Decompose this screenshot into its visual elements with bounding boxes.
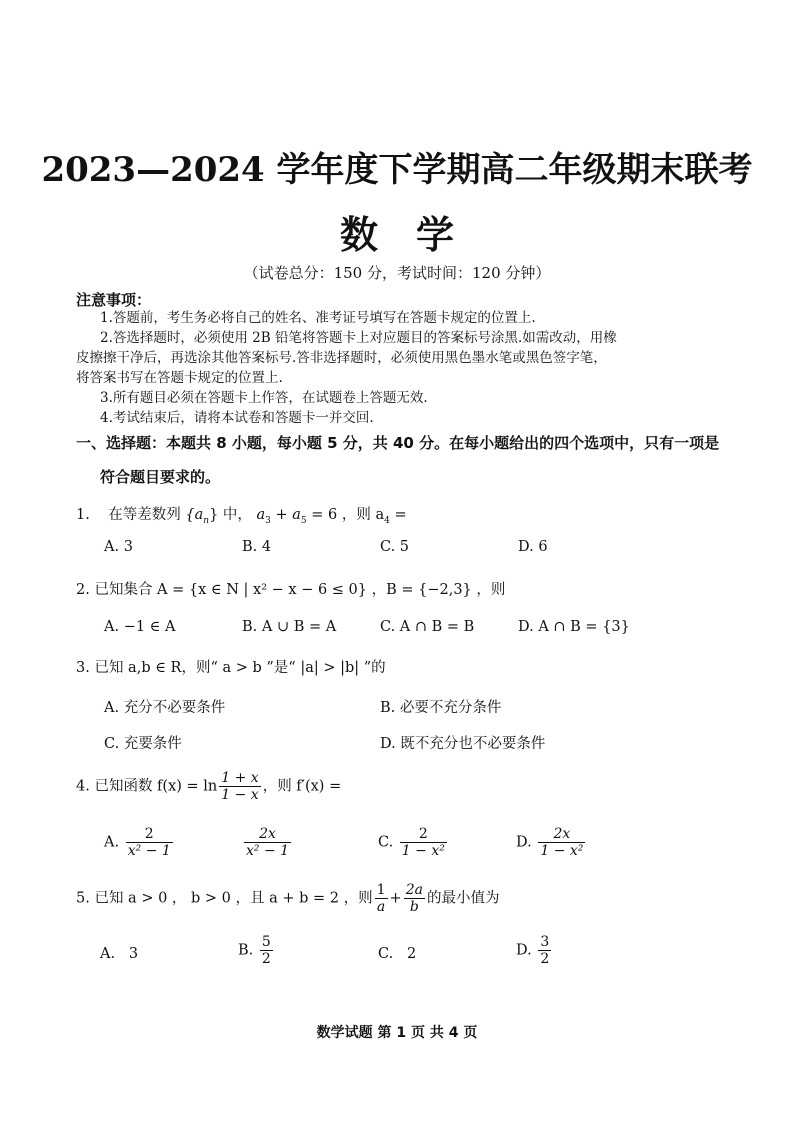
- question-5: [76, 882, 499, 915]
- fraction: [538, 934, 551, 967]
- option-c: [378, 826, 449, 859]
- math-sub: 5: [300, 515, 307, 526]
- subject-title: 数学: [339, 212, 492, 257]
- fraction-numerator: 2a: [405, 882, 423, 898]
- option-value: 3: [128, 946, 139, 962]
- option-label: D.: [516, 942, 532, 959]
- notice-item: 3.所有题目必须在答题卡上作答，在试题卷上答题无效.: [100, 390, 428, 406]
- option-b: B. A ∪ B = A: [242, 619, 337, 635]
- option-value: 2: [407, 946, 417, 962]
- option-label: D.: [516, 834, 532, 851]
- fraction-numerator: 5: [261, 934, 271, 950]
- fraction: [538, 826, 585, 859]
- notice-item: 皮擦擦干净后，再选涂其他答案标号.答非选择题时，必须使用黑色墨水笔或黑色签字笔，: [76, 350, 607, 366]
- option-c: C. 充要条件: [104, 736, 182, 752]
- question-stem: 已知集合 A = {x ∈ N | x² − x − 6 ≤ 0} ，B = {−2,3} ，则: [94, 582, 506, 598]
- fraction-numerator: 2x: [244, 826, 291, 843]
- fraction: [260, 934, 273, 967]
- question-stem-end: 的最小值为: [426, 890, 500, 907]
- fraction-numerator: 3: [540, 934, 550, 950]
- exam-title: 2023—2024 学年度下学期高二年级期末联考: [41, 150, 753, 190]
- option-label: A.: [104, 834, 120, 851]
- math-a: a: [256, 507, 266, 523]
- fraction: [126, 826, 173, 859]
- notice-item: 4.考试结束后，请将本试卷和答题卡一并交回.: [100, 410, 374, 426]
- fraction-denominator: b: [409, 899, 419, 915]
- math-text: =: [389, 507, 407, 523]
- question-number: 1.: [76, 507, 90, 523]
- question-number: 4.: [76, 778, 90, 795]
- option-b: B. 必要不充分条件: [380, 700, 502, 716]
- fraction-denominator: x² − 1: [246, 843, 290, 859]
- math-text: = 6 ，则 a: [306, 507, 385, 523]
- question-number: 2.: [76, 582, 90, 598]
- math-sub: n: [203, 515, 210, 526]
- option-a: [104, 826, 175, 859]
- math-text: } 中，: [209, 507, 252, 523]
- fraction: [375, 882, 388, 915]
- option-c: C. 5: [380, 539, 410, 555]
- notice-item: 将答案书写在答题卡规定的位置上.: [76, 370, 283, 386]
- fraction: [219, 770, 260, 803]
- fraction-denominator: a: [376, 899, 386, 915]
- option-a: A. −1 ∈ A: [104, 619, 176, 635]
- option-a: A. 3: [104, 539, 133, 555]
- fraction: [404, 882, 425, 915]
- question-stem-end: ，则 f′(x) =: [262, 778, 342, 795]
- question-4: [76, 770, 341, 803]
- fraction-numerator: 1 + x: [221, 770, 259, 786]
- question-stem: 已知函数 f(x) = ln: [94, 778, 218, 795]
- option-label: C.: [378, 946, 394, 962]
- math-seq: {a: [185, 507, 204, 523]
- fraction-denominator: 2: [261, 951, 271, 967]
- option-c: [378, 946, 416, 962]
- fraction-denominator: x² − 1: [127, 843, 171, 859]
- fraction: [244, 826, 291, 859]
- question-stem: 已知 a,b ∈ R，则“ a > b ”是“ |a| > |b| ”的: [94, 660, 386, 676]
- question-stem: 在等差数列: [108, 507, 181, 523]
- math-plus: +: [389, 890, 402, 907]
- option-label: B.: [238, 942, 254, 959]
- fraction-numerator: 1: [376, 882, 386, 898]
- option-b: [242, 826, 293, 859]
- question-3: [76, 656, 386, 677]
- question-1: [76, 503, 407, 526]
- question-number: 5.: [76, 890, 90, 907]
- fraction: [400, 826, 447, 859]
- section-heading-cont: 符合题目要求的。: [100, 468, 221, 486]
- option-b: [238, 934, 275, 967]
- fraction-denominator: 2: [540, 951, 550, 967]
- notice-title: 注意事项：: [76, 291, 152, 309]
- option-label: A.: [100, 946, 116, 962]
- fraction-numerator: 2x: [538, 826, 585, 843]
- fraction-numerator: 2: [126, 826, 173, 843]
- math-sub: 3: [265, 515, 271, 526]
- option-a: [100, 946, 138, 962]
- question-stem: 已知 a > 0 ， b > 0 ，且 a + b = 2 ，则: [94, 890, 373, 907]
- section-heading: 一、选择题：本题共 8 小题，每小题 5 分，共 40 分。在每小题给出的四个选项中，只有一项是: [76, 434, 720, 452]
- option-label: C.: [378, 834, 394, 851]
- notice-item: 1.答题前，考生务必将自己的姓名、准考证号填写在答题卡规定的位置上.: [100, 310, 536, 326]
- exam-info: （试卷总分：150 分，考试时间：120 分钟）: [243, 264, 551, 282]
- option-d: [516, 826, 587, 859]
- notice-item: 2.答选择题时，必须使用 2B 铅笔将答题卡上对应题目的答案标号涂黑.如需改动，用橡: [100, 330, 617, 346]
- math-sub: 4: [384, 515, 390, 526]
- option-d: D. 既不充分也不必要条件: [380, 736, 546, 752]
- option-d: D. 6: [518, 539, 548, 555]
- option-d: D. A ∩ B = {3}: [518, 619, 630, 635]
- fraction-denominator: 1 − x²: [401, 843, 445, 859]
- option-b: B. 4: [242, 539, 272, 555]
- option-c: C. A ∩ B = B: [380, 619, 475, 635]
- question-number: 3.: [76, 660, 90, 676]
- math-a: + a: [270, 507, 301, 523]
- page-footer: 数学试题 第 1 页 共 4 页: [316, 1025, 478, 1041]
- option-a: A. 充分不必要条件: [104, 700, 226, 716]
- fraction-numerator: 2: [400, 826, 447, 843]
- fraction-denominator: 1 − x: [221, 787, 259, 803]
- option-d: [516, 934, 553, 967]
- question-2: [76, 578, 505, 599]
- fraction-denominator: 1 − x²: [540, 843, 584, 859]
